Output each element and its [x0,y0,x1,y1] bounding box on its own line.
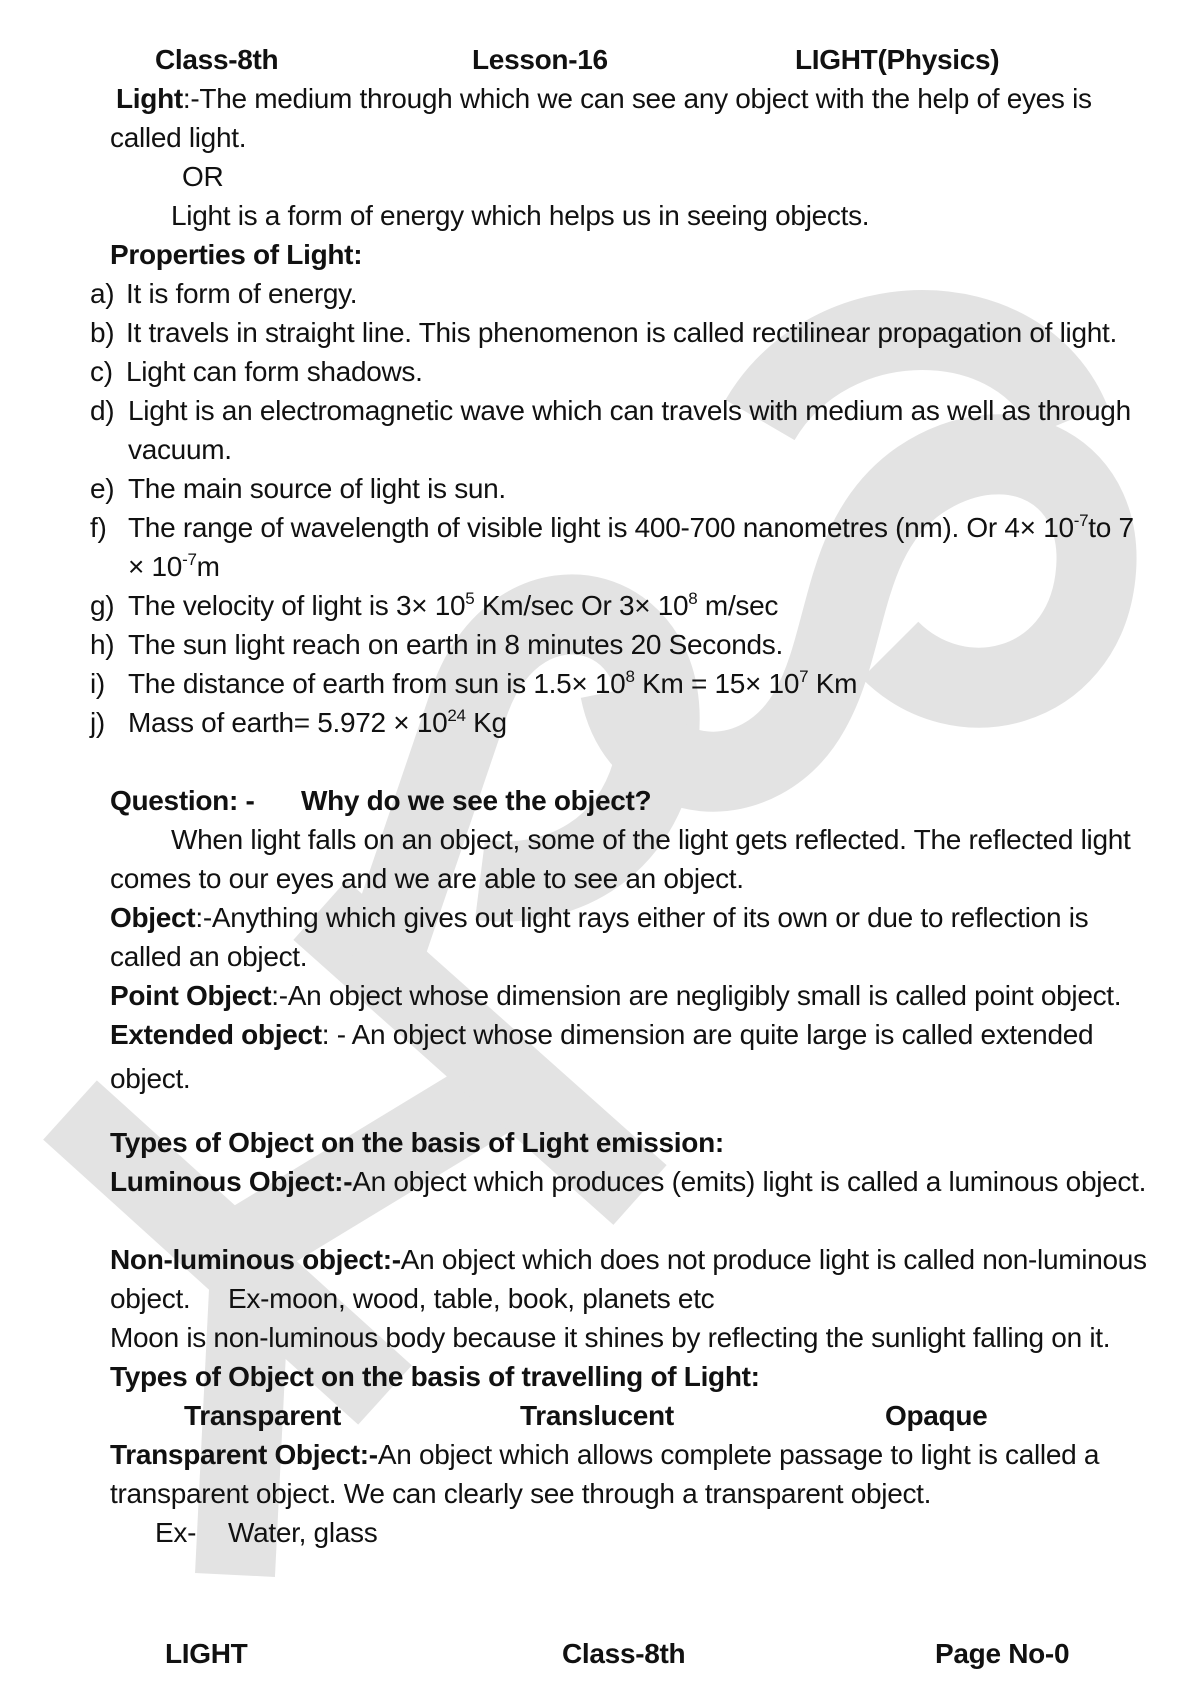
property-item-e: e) The main source of light is sun. [90,473,506,504]
non-luminous-examples: Ex-moon, wood, table, book, planets etc [228,1283,715,1314]
non-luminous-definition-line2: object. [110,1283,191,1314]
question-text: Why do we see the object? [301,785,652,816]
extended-object-definition-line1: Extended object: - An object whose dimension are quite large is called extended [110,1019,1094,1050]
moon-note: Moon is non-luminous body because it shines by reflecting the sunlight falling on it. [110,1322,1111,1353]
property-item-d: d) Light is an electromagnetic wave which can travels with medium as well as through [90,395,1131,426]
transparent-definition-line1: Transparent Object:-An object which allows complete passage to light is called a [110,1439,1100,1470]
property-item-b: b) It travels in straight line. This phenomenon is called rectilinear propagation of light. [90,317,1117,348]
travel-heading: Types of Object on the basis of travelling of Light: [110,1361,760,1392]
transparent-example-text: Water, glass [228,1517,378,1548]
object-definition-line1: Object:-Anything which gives out light rays either of its own or due to reflection is [110,902,1089,933]
property-item-g: g) The velocity of light is $3\times 10^5$ Km/sec Or $3\times 10^8$ m/sec [90,589,779,621]
property-item-f-cont: × $10^{-7}m$ [128,550,220,582]
emission-heading: Types of Object on the basis of Light emission: [110,1127,724,1158]
header-lesson: Lesson-16 [472,44,608,75]
property-item-h: h) The sun light reach on earth in 8 minutes 20 Seconds. [90,629,783,660]
luminous-object-definition: Luminous Object:-An object which produces (emits) light is called a luminous object. [110,1166,1147,1197]
footer-center: Class-8th [562,1638,686,1669]
point-object-definition: Point Object:-An object whose dimension are negligibly small is called point object. [110,980,1122,1011]
answer-line2: comes to our eyes and we are able to see an object. [110,863,744,894]
footer-page-number: Page No-0 [935,1638,1070,1669]
answer-line1: When light falls on an object, some of the light gets reflected. The reflected light [171,824,1131,855]
question-label: Question: - [110,785,255,816]
property-item-j: j) Mass of earth= $5.972 \times 10^{24}$ Kg [90,706,507,738]
property-item-d-cont: vacuum. [128,434,232,465]
property-item-i: i) The distance of earth from sun is $1.5\times 10^8$ $Km = 15\times 10^7$ Km [90,667,858,699]
extended-object-definition-line2: object. [110,1063,191,1094]
property-item-f: f) The range of wavelength of visible light is 400-700 nanometres (nm). Or $4\times 10^{-7}to$ 7 [90,511,1134,543]
transparent-definition-line2: transparent object. We can clearly see through a transparent object. [110,1478,932,1509]
type-opaque: Opaque [885,1400,988,1431]
or-text: OR [182,161,224,192]
light-definition-line1: Light:-The medium through which we can see any object with the help of eyes is [116,83,1092,114]
header-topic: LIGHT(Physics) [795,44,1000,75]
header-class: Class-8th [155,44,279,75]
non-luminous-definition-line1: Non-luminous object:-An object which does not produce light is called non-luminous [110,1244,1147,1275]
property-item-c: c) Light can form shadows. [90,356,423,387]
transparent-example-label: Ex- [155,1517,197,1548]
light-definition-line2: called light. [110,122,247,153]
footer-left: LIGHT [165,1638,248,1669]
properties-heading: Properties of Light: [110,239,363,270]
type-translucent: Translucent [520,1400,674,1431]
light-term: Light [116,83,183,114]
light-alt-definition: Light is a form of energy which helps us in seeing objects. [171,200,870,231]
object-definition-line2: called an object. [110,941,308,972]
property-item-a: a) It is form of energy. [90,278,358,309]
type-transparent: Transparent [184,1400,341,1431]
